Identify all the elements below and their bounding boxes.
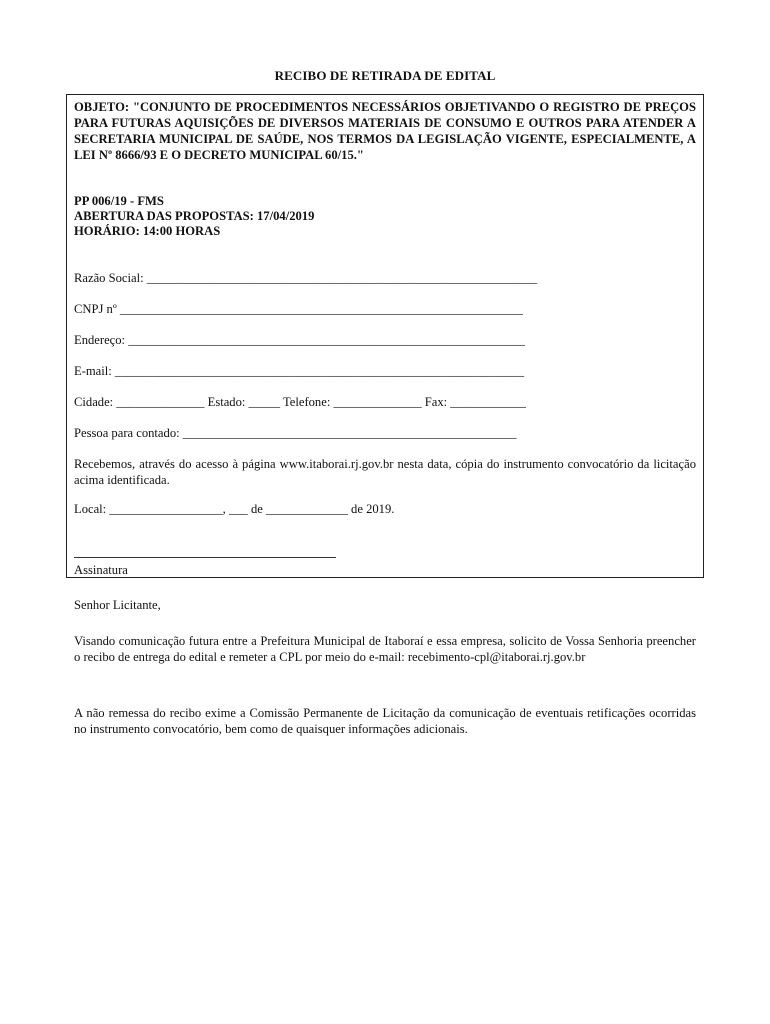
assinatura-label: Assinatura [74, 563, 128, 577]
visando-paragraph: Visando comunicação futura entre a Prefeitura Municipal de Itaboraí e essa empresa, solicito de Vossa Senhoria preencher o recibo de entrega do edital e remeter a CPL por meio do e-mail: recebimento-cpl@itaborai.rj.gov.br [74, 634, 696, 664]
pessoa-contato-field[interactable]: Pessoa para contado: _____________________________________________________ [74, 426, 517, 440]
endereco-field[interactable]: Endereço: _______________________________________________________________ [74, 333, 525, 347]
cnpj-field[interactable]: CNPJ nº ________________________________________________________________ [74, 302, 523, 316]
signature-line[interactable] [74, 557, 336, 558]
nao-remessa-paragraph: A não remessa do recibo exime a Comissão Permanente de Licitação da comunicação de eventuais retificações ocorridas no instrumento convocatório, bem como de quaisquer informações adicionais. [74, 706, 696, 736]
horario: HORÁRIO: 14:00 HORAS [74, 224, 221, 238]
email-field[interactable]: E-mail: _________________________________________________________________ [74, 364, 525, 378]
salutation: Senhor Licitante, [74, 598, 161, 612]
pp-number: PP 006/19 - FMS [74, 194, 164, 208]
razao-social-field[interactable]: Razão Social: ______________________________________________________________ [74, 271, 538, 285]
cidade-estado-telefone-fax-field[interactable]: Cidade: ______________ Estado: _____ Telefone: ______________ Fax: ____________ [74, 395, 526, 409]
objeto-text: OBJETO: "CONJUNTO DE PROCEDIMENTOS NECESSÁRIOS OBJETIVANDO O REGISTRO DE PREÇOS PARA FUTURAS AQUISIÇÕES DE DIVERSOS MATERIAIS DE CONSUMO E OUTROS PARA ATENDER A SECRETARIA MUNICIPAL DE SAÚDE, NOS TERMOS DA LEGISLAÇÃO VIGENTE, ESPECIALMENTE, A LEI Nº 8666/93 E O DECRETO MUNICIPAL 60/15." [74, 100, 696, 162]
recebemos-paragraph: Recebemos, através do acesso à página www.itaborai.rj.gov.br nesta data, cópia do instrumento convocatório da licitação acima identificada. [74, 457, 696, 487]
local-date-field[interactable]: Local: __________________, ___ de _____________ de 2019. [74, 502, 395, 516]
abertura-propostas: ABERTURA DAS PROPOSTAS: 17/04/2019 [74, 209, 315, 223]
document-title: RECIBO DE RETIRADA DE EDITAL [274, 68, 496, 83]
